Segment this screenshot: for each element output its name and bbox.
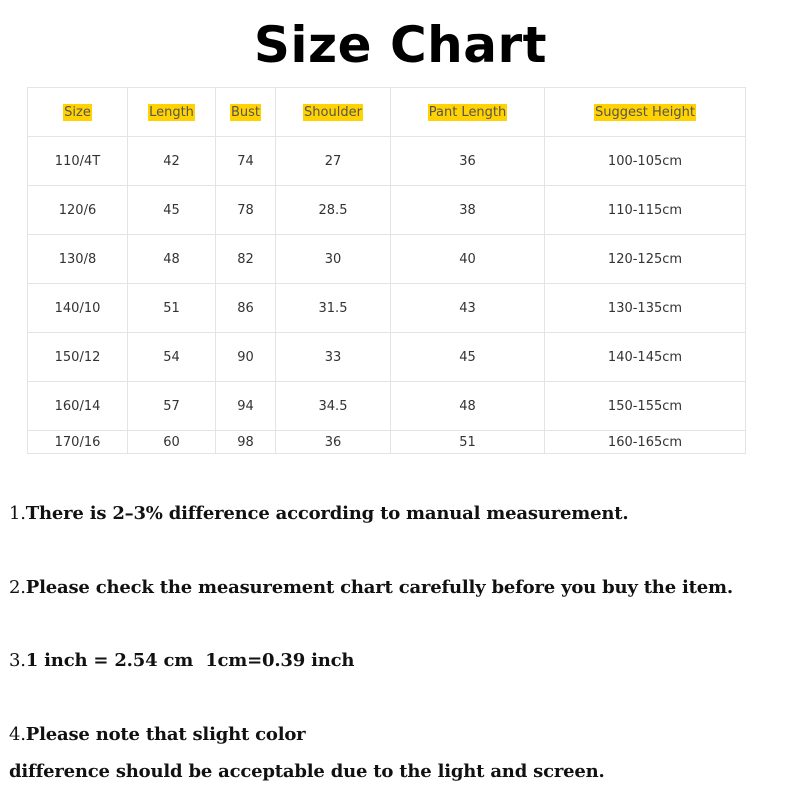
cell-size: 130/8 bbox=[28, 235, 128, 284]
cell-shoulder: 33 bbox=[276, 333, 391, 382]
cell-suggest-height: 160-165cm bbox=[545, 431, 746, 454]
cell-suggest-height: 100-105cm bbox=[545, 137, 746, 186]
cell-bust: 82 bbox=[216, 235, 276, 284]
cell-bust: 86 bbox=[216, 284, 276, 333]
cell-shoulder: 27 bbox=[276, 137, 391, 186]
cell-length: 60 bbox=[128, 431, 216, 454]
cell-length: 48 bbox=[128, 235, 216, 284]
cell-shoulder: 30 bbox=[276, 235, 391, 284]
cell-suggest-height: 120-125cm bbox=[545, 235, 746, 284]
header-shoulder: Shoulder bbox=[276, 88, 391, 137]
note-4-line-1: Please note that slight color bbox=[25, 724, 306, 745]
cell-pant-length: 40 bbox=[391, 235, 545, 284]
page-title: Size Chart bbox=[253, 16, 548, 74]
note-3-number: 3. bbox=[9, 650, 26, 671]
note-4 bbox=[9, 724, 305, 745]
cell-bust: 94 bbox=[216, 382, 276, 431]
cell-shoulder: 31.5 bbox=[276, 284, 391, 333]
cell-size: 120/6 bbox=[28, 186, 128, 235]
cell-length: 54 bbox=[128, 333, 216, 382]
cell-length: 45 bbox=[128, 186, 216, 235]
note-3 bbox=[9, 650, 354, 671]
cell-pant-length: 36 bbox=[391, 137, 545, 186]
cell-suggest-height: 110-115cm bbox=[545, 186, 746, 235]
cell-shoulder: 28.5 bbox=[276, 186, 391, 235]
cell-suggest-height: 150-155cm bbox=[545, 382, 746, 431]
cell-pant-length: 51 bbox=[391, 431, 545, 454]
cell-suggest-height: 130-135cm bbox=[545, 284, 746, 333]
table-row bbox=[28, 235, 746, 284]
cell-pant-length: 43 bbox=[391, 284, 545, 333]
note-2-text: Please check the measurement chart carefully before you buy the item. bbox=[25, 577, 733, 598]
cell-size: 140/10 bbox=[28, 284, 128, 333]
cell-size: 160/14 bbox=[28, 382, 128, 431]
cell-shoulder: 34.5 bbox=[276, 382, 391, 431]
cell-length: 42 bbox=[128, 137, 216, 186]
cell-size: 170/16 bbox=[28, 431, 128, 454]
cell-pant-length: 48 bbox=[391, 382, 545, 431]
cell-pant-length: 45 bbox=[391, 333, 545, 382]
note-4-line-2: difference should be acceptable due to the light and screen. bbox=[9, 761, 605, 782]
note-4-number: 4. bbox=[9, 724, 26, 745]
table-row bbox=[28, 284, 746, 333]
header-pant-length: Pant Length bbox=[391, 88, 545, 137]
note-2-number: 2. bbox=[9, 577, 26, 598]
note-1-text: There is 2–3% difference according to manual measurement. bbox=[25, 503, 629, 524]
note-4-continued bbox=[9, 761, 605, 782]
cell-length: 51 bbox=[128, 284, 216, 333]
note-1-number: 1. bbox=[9, 503, 26, 524]
cell-bust: 78 bbox=[216, 186, 276, 235]
cell-size: 150/12 bbox=[28, 333, 128, 382]
table-header-row bbox=[28, 88, 746, 137]
table-row bbox=[28, 333, 746, 382]
cell-size: 110/4T bbox=[28, 137, 128, 186]
cell-pant-length: 38 bbox=[391, 186, 545, 235]
cell-shoulder: 36 bbox=[276, 431, 391, 454]
cell-suggest-height: 140-145cm bbox=[545, 333, 746, 382]
table-row bbox=[28, 431, 746, 454]
cell-bust: 98 bbox=[216, 431, 276, 454]
note-2 bbox=[9, 577, 733, 598]
header-suggest-height: Suggest Height bbox=[545, 88, 746, 137]
cell-bust: 74 bbox=[216, 137, 276, 186]
header-length: Length bbox=[128, 88, 216, 137]
note-3-text: 1 inch = 2.54 cm 1cm=0.39 inch bbox=[25, 650, 355, 671]
note-1 bbox=[9, 503, 628, 524]
table-row bbox=[28, 186, 746, 235]
cell-bust: 90 bbox=[216, 333, 276, 382]
table-row bbox=[28, 137, 746, 186]
header-bust: Bust bbox=[216, 88, 276, 137]
size-table bbox=[27, 87, 746, 454]
table-row bbox=[28, 382, 746, 431]
cell-length: 57 bbox=[128, 382, 216, 431]
header-size: Size bbox=[28, 88, 128, 137]
